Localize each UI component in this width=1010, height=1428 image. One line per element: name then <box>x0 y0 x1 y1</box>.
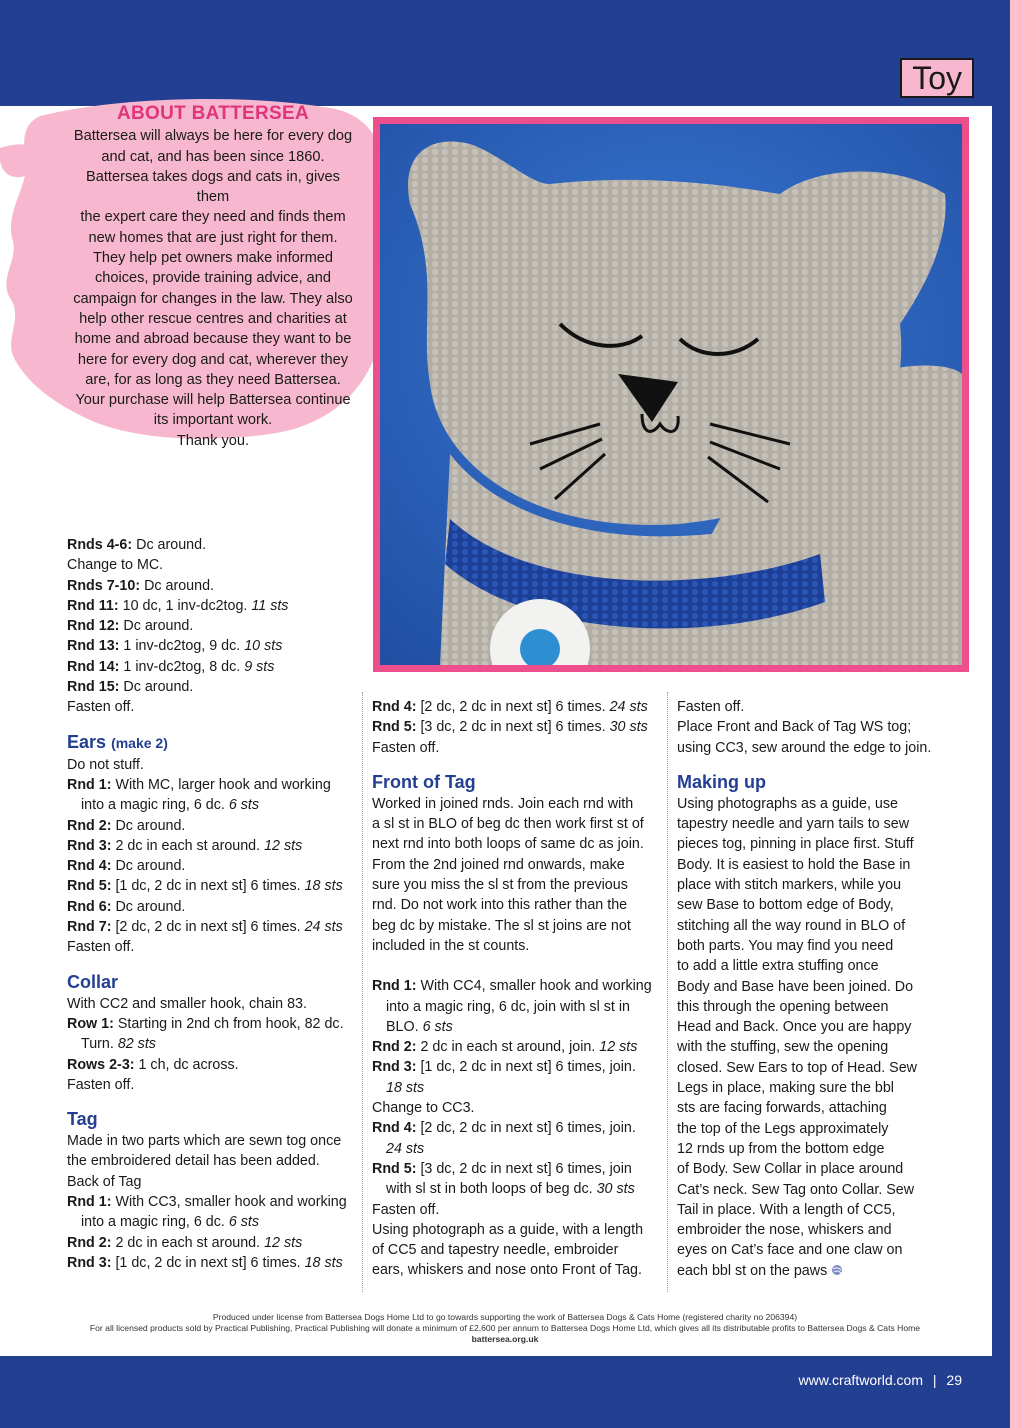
pattern-row: Rnd 2: 2 dc in each st around. 12 sts <box>67 1234 303 1251</box>
making-up-line: both parts. You may find you need <box>677 937 894 954</box>
pattern-row: Using photograph as a guide, with a length <box>372 1221 644 1238</box>
about-line: Battersea will always be here for every dog <box>73 128 353 145</box>
making-up-line: tapestry needle and yarn tails to sew <box>677 816 910 833</box>
pattern-row: BLO. 6 sts <box>386 1018 453 1035</box>
section-heading-front-of-tag: Front of Tag <box>372 771 476 792</box>
making-up-line: Using photographs as a guide, use <box>677 795 898 812</box>
crochet-cat-photo <box>380 124 962 665</box>
pattern-row: Change to CC3. <box>372 1100 475 1117</box>
about-line: the expert care they need and finds them <box>80 209 346 226</box>
pattern-row: Rnd 11: 10 dc, 1 inv-dc2tog. 11 sts <box>67 597 289 614</box>
section-heading-tag: Tag <box>67 1109 98 1130</box>
pattern-row: Rnd 2: Dc around. <box>67 817 186 834</box>
pattern-row: with sl st in both loops of beg dc. 30 sts <box>386 1181 635 1198</box>
column-divider <box>362 692 363 1292</box>
about-line: They help pet owners make informed <box>92 250 334 267</box>
pattern-row: Rnd 12: Dc around. <box>67 618 194 635</box>
pattern-row: Rnds 4-6: Dc around. <box>67 537 207 553</box>
about-battersea-box <box>68 104 358 451</box>
pattern-row: Rnd 3: [1 dc, 2 dc in next st] 6 times. 18 sts <box>67 1254 343 1271</box>
pattern-column-2 <box>372 697 662 1281</box>
pattern-row: into a magic ring, 6 dc, join with sl st in <box>386 998 630 1015</box>
pattern-row: using CC3, sew around the edge to join. <box>677 739 932 756</box>
pattern-row: Rnd 1: With CC3, smaller hook and working <box>67 1194 347 1211</box>
section-heading-making-up: Making up <box>677 771 766 792</box>
yarn-ball-icon <box>831 1264 843 1276</box>
section-tag: Toy <box>900 58 974 98</box>
making-up-line: each bbl st on the paws <box>677 1261 935 1281</box>
photo-frame <box>373 117 969 672</box>
pattern-row: Rnd 4: Dc around. <box>67 858 186 875</box>
pattern-row: next rnd into both loops of same dc as join. <box>372 836 644 853</box>
making-up-line: stitching all the way round in BLO of <box>677 917 906 934</box>
credits-url: battersea.org.uk <box>471 1334 539 1344</box>
pattern-row: a sl st in BLO of beg dc then work first st of <box>372 816 644 833</box>
pattern-row: Row 1: Starting in 2nd ch from hook, 82 dc. <box>67 1015 344 1032</box>
making-up-line: Tail in place. With a length of CC5, <box>677 1201 896 1218</box>
pattern-row: Rnd 7: [2 dc, 2 dc in next st] 6 times. 24 sts <box>67 919 343 936</box>
credits-line: Produced under license from Battersea Dogs Home Ltd to go towards supporting the work of Battersea Dogs & Cats Home (registered charity no 206394) <box>212 1312 798 1322</box>
making-up-line: sew Base to bottom edge of Body, <box>677 897 894 914</box>
section-heading-ears: Ears (make 2) <box>67 731 168 752</box>
pattern-row: Fasten off. <box>67 939 135 956</box>
pattern-row: Rnd 5: [3 dc, 2 dc in next st] 6 times. 30 sts <box>372 719 648 736</box>
making-up-line: closed. Sew Ears to top of Head. Sew <box>677 1059 917 1076</box>
pattern-row: Fasten off. <box>677 699 745 715</box>
about-line: new homes that are just right for them. <box>88 229 338 246</box>
making-up-line: embroider the nose, whiskers and <box>677 1222 892 1239</box>
making-up-line: pieces tog, pinning in place first. Stuff <box>677 836 914 853</box>
pattern-row: into a magic ring, 6 dc. 6 sts <box>81 1214 260 1231</box>
footer-band <box>0 1356 1010 1428</box>
pattern-row: Turn. 82 sts <box>81 1036 156 1053</box>
pattern-row: Rnd 3: 2 dc in each st around. 12 sts <box>67 837 303 854</box>
about-line: Thank you. <box>176 432 250 449</box>
pattern-row: Rnd 5: [3 dc, 2 dc in next st] 6 times, join <box>372 1160 632 1177</box>
pattern-row: Fasten off. <box>372 1201 440 1218</box>
pattern-row: into a magic ring, 6 dc. 6 sts <box>81 797 260 814</box>
pattern-row: Fasten off. <box>67 1076 135 1093</box>
pattern-row: sure you miss the sl st from the previous <box>372 877 628 894</box>
pattern-row: Fasten off. <box>67 699 135 716</box>
pattern-row: 18 sts <box>386 1079 425 1096</box>
pattern-row: beg dc by mistake. The sl st joins are not <box>372 917 631 934</box>
crochet-cat-illustration <box>380 124 962 665</box>
pattern-row: Rnd 1: With CC4, smaller hook and working <box>372 978 652 995</box>
column-divider <box>667 692 668 1292</box>
making-up-line: with the stuffing, sew the opening <box>677 1039 889 1056</box>
about-line: are, for as long as they need Battersea. <box>85 371 341 388</box>
about-line: home and abroad because they want to be <box>74 331 352 348</box>
pattern-row: Rnd 15: Dc around. <box>67 679 194 696</box>
about-line: its important work. <box>153 412 273 429</box>
about-line: help other rescue centres and charities at <box>79 310 347 327</box>
pattern-row: With CC2 and smaller hook, chain 83. <box>67 995 307 1012</box>
pattern-row: Rnd 4: [2 dc, 2 dc in next st] 6 times, join. <box>372 1120 636 1137</box>
about-line: Battersea takes dogs and cats in, gives them <box>86 168 340 206</box>
pattern-row: Rows 2-3: 1 ch, dc across. <box>67 1056 239 1073</box>
making-up-line: Legs in place, making sure the bbl <box>677 1080 894 1097</box>
pattern-row: Rnd 6: Dc around. <box>67 898 186 915</box>
making-up-line: place with stitch markers, while you <box>677 877 902 894</box>
making-up-line: Head and Back. Once you are happy <box>677 1019 912 1036</box>
pattern-row: Do not stuff. <box>67 756 144 773</box>
page-number: 29 <box>946 1372 962 1388</box>
pattern-row: ears, whiskers and nose onto Front of Tag. <box>372 1262 642 1279</box>
pattern-row: rnd. Do not work into this rather than the <box>372 897 628 914</box>
making-up-line: eyes on Cat’s face and one claw on <box>677 1242 903 1259</box>
making-up-line: the top of the Legs approximately <box>677 1120 889 1137</box>
pattern-row: Rnd 2: 2 dc in each st around, join. 12 sts <box>372 1039 638 1056</box>
about-line: Your purchase will help Battersea continue <box>75 392 351 409</box>
pattern-row: From the 2nd joined rnd onwards, make <box>372 856 625 873</box>
making-up-line: of Body. Sew Collar in place around <box>677 1161 904 1178</box>
pattern-row: Rnd 3: [1 dc, 2 dc in next st] 6 times, join. <box>372 1059 636 1076</box>
pattern-column-3 <box>677 697 935 1281</box>
pattern-row: Rnds 7-10: Dc around. <box>67 577 215 594</box>
footer: www.craftworld.com | 29 <box>798 1372 962 1388</box>
pattern-column-1 <box>67 535 357 1273</box>
pattern-row: Back of Tag <box>67 1173 142 1190</box>
about-line: and cat, and has been since 1860. <box>101 148 325 165</box>
pattern-row: Fasten off. <box>372 739 440 756</box>
making-up-line: this through the opening between <box>677 998 889 1015</box>
section-heading-collar: Collar <box>67 971 119 992</box>
pattern-row: included in the st counts. <box>372 937 530 954</box>
credits-line: For all licensed products sold by Practical Publishing, Practical Publishing will donate a minimum of £2,600 per annum to Battersea Dogs Home Ltd, which gives all its distributable profits to Battersea Dogs & Cats Home <box>89 1323 921 1333</box>
footer-url[interactable]: www.craftworld.com <box>798 1372 923 1388</box>
pattern-row: Rnd 4: [2 dc, 2 dc in next st] 6 times. 24 sts <box>372 699 648 715</box>
about-line: choices, provide training advice, and <box>94 270 332 287</box>
pattern-row: Rnd 5: [1 dc, 2 dc in next st] 6 times. 18 sts <box>67 878 343 895</box>
license-credits <box>60 1312 950 1345</box>
pattern-row: Rnd 1: With MC, larger hook and working <box>67 776 331 793</box>
edge-strip <box>992 106 1010 1356</box>
making-up-line: sts are facing forwards, attaching <box>677 1100 887 1117</box>
making-up-line: 12 rnds up from the bottom edge <box>677 1140 885 1157</box>
pattern-row: Rnd 14: 1 inv-dc2tog, 8 dc. 9 sts <box>67 658 275 675</box>
making-up-line: Body and Base have been joined. Do <box>677 978 914 995</box>
making-up-line: to add a little extra stuffing once <box>677 958 879 975</box>
pattern-row: Change to MC. <box>67 557 164 574</box>
pattern-row: the embroidered detail has been added. <box>67 1153 320 1170</box>
pattern-row: Rnd 13: 1 inv-dc2tog, 9 dc. 10 sts <box>67 638 283 655</box>
pattern-row: of CC5 and tapestry needle, embroider <box>372 1242 619 1259</box>
pattern-row: 24 sts <box>386 1140 425 1157</box>
about-title: ABOUT BATTERSEA <box>116 103 310 124</box>
about-line: campaign for changes in the law. They also <box>73 290 353 307</box>
pattern-row: Worked in joined rnds. Join each rnd with <box>372 795 634 812</box>
making-up-line: Cat’s neck. Sew Tag onto Collar. Sew <box>677 1181 915 1198</box>
making-up-line: Body. It is easiest to hold the Base in <box>677 856 911 873</box>
about-line: here for every dog and cat, wherever they <box>77 351 349 368</box>
pattern-row: Made in two parts which are sewn tog once <box>67 1133 342 1150</box>
pattern-row: Place Front and Back of Tag WS tog; <box>677 719 912 736</box>
